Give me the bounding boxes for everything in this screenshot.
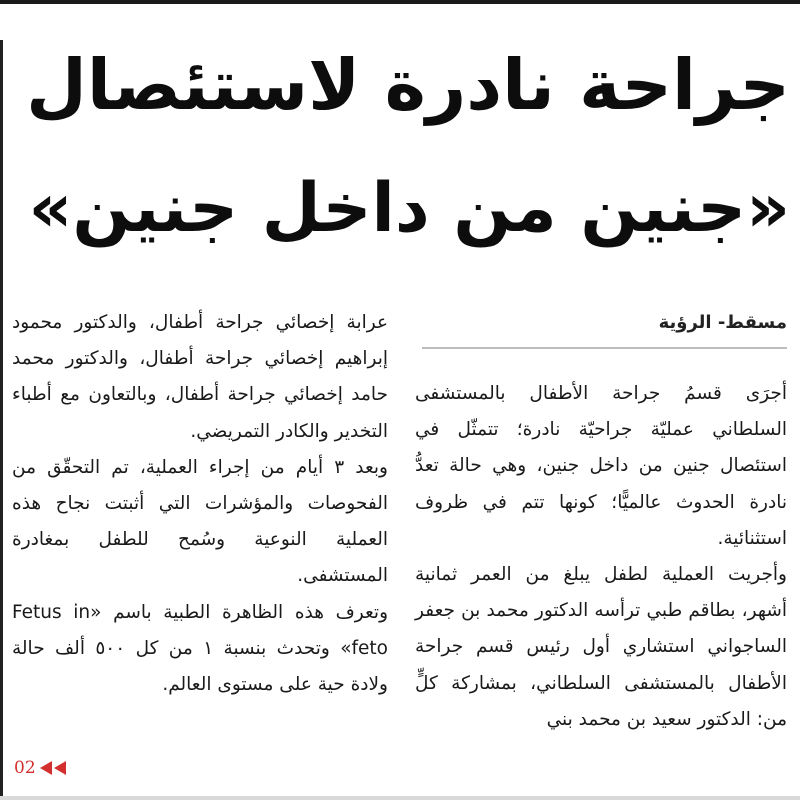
article-column-left bbox=[12, 305, 388, 703]
top-rule bbox=[0, 0, 800, 4]
headline-line-1: جراحة نادرة لاستئصال bbox=[26, 44, 790, 126]
article-column-right bbox=[415, 376, 787, 738]
paragraph: أجرَى قسمُ جراحة الأطفال بالمستشفى السلطاني عمليّة جراحيّة نادرة؛ تتمثّل في استئصال جنين من داخل جنين، وهي حالة تعدُّ نادرة الحدوث عالميًّا؛ كونها تتم في ظروف استثنائية. bbox=[415, 383, 787, 549]
paragraph: وبعد ٣ أيام من إجراء العملية، تم التحقّق من الفحوصات والمؤشرات التي أثبتت نجاح هذه العملية النوعية وسُمح للطفل بمغادرة المستشفى. bbox=[12, 456, 388, 587]
double-arrow-left-icon bbox=[38, 759, 68, 777]
headline-line-2: «جنين من داخل جنين» bbox=[28, 169, 790, 248]
column-rule bbox=[0, 40, 3, 800]
byline: مسقط- الرؤية bbox=[658, 312, 787, 333]
page-number: 02 bbox=[14, 758, 36, 778]
paragraph: وأجريت العملية لطفل يبلغ من العمر ثمانية أشهر، بطاقم طبي ترأسه الدكتور محمد بن جعفر الساجواني استشاري أول رئيس قسم جراحة الأطفال بالمستشفى السلطاني، بمشاركة كلٍّ من: الدكتور سعيد بن محمد بني bbox=[415, 564, 787, 730]
page-reference[interactable] bbox=[14, 758, 68, 778]
paragraph: وتعرف هذه الظاهرة الطبية باسم «Fetus in feto» وتحدث بنسبة ١ من كل ٥٠٠ ألف حالة ولادة حية على مستوى العالم. bbox=[12, 601, 389, 696]
paragraph: عرابة إخصائي جراحة أطفال، والدكتور محمود إبراهيم إخصائي جراحة أطفال، والدكتور محمد حامد إخصائي جراحة أطفال، وبالتعاون مع أطباء التخدير والكادر التمريضي. bbox=[12, 312, 388, 442]
byline-divider bbox=[422, 347, 787, 349]
bottom-rule bbox=[0, 796, 800, 800]
